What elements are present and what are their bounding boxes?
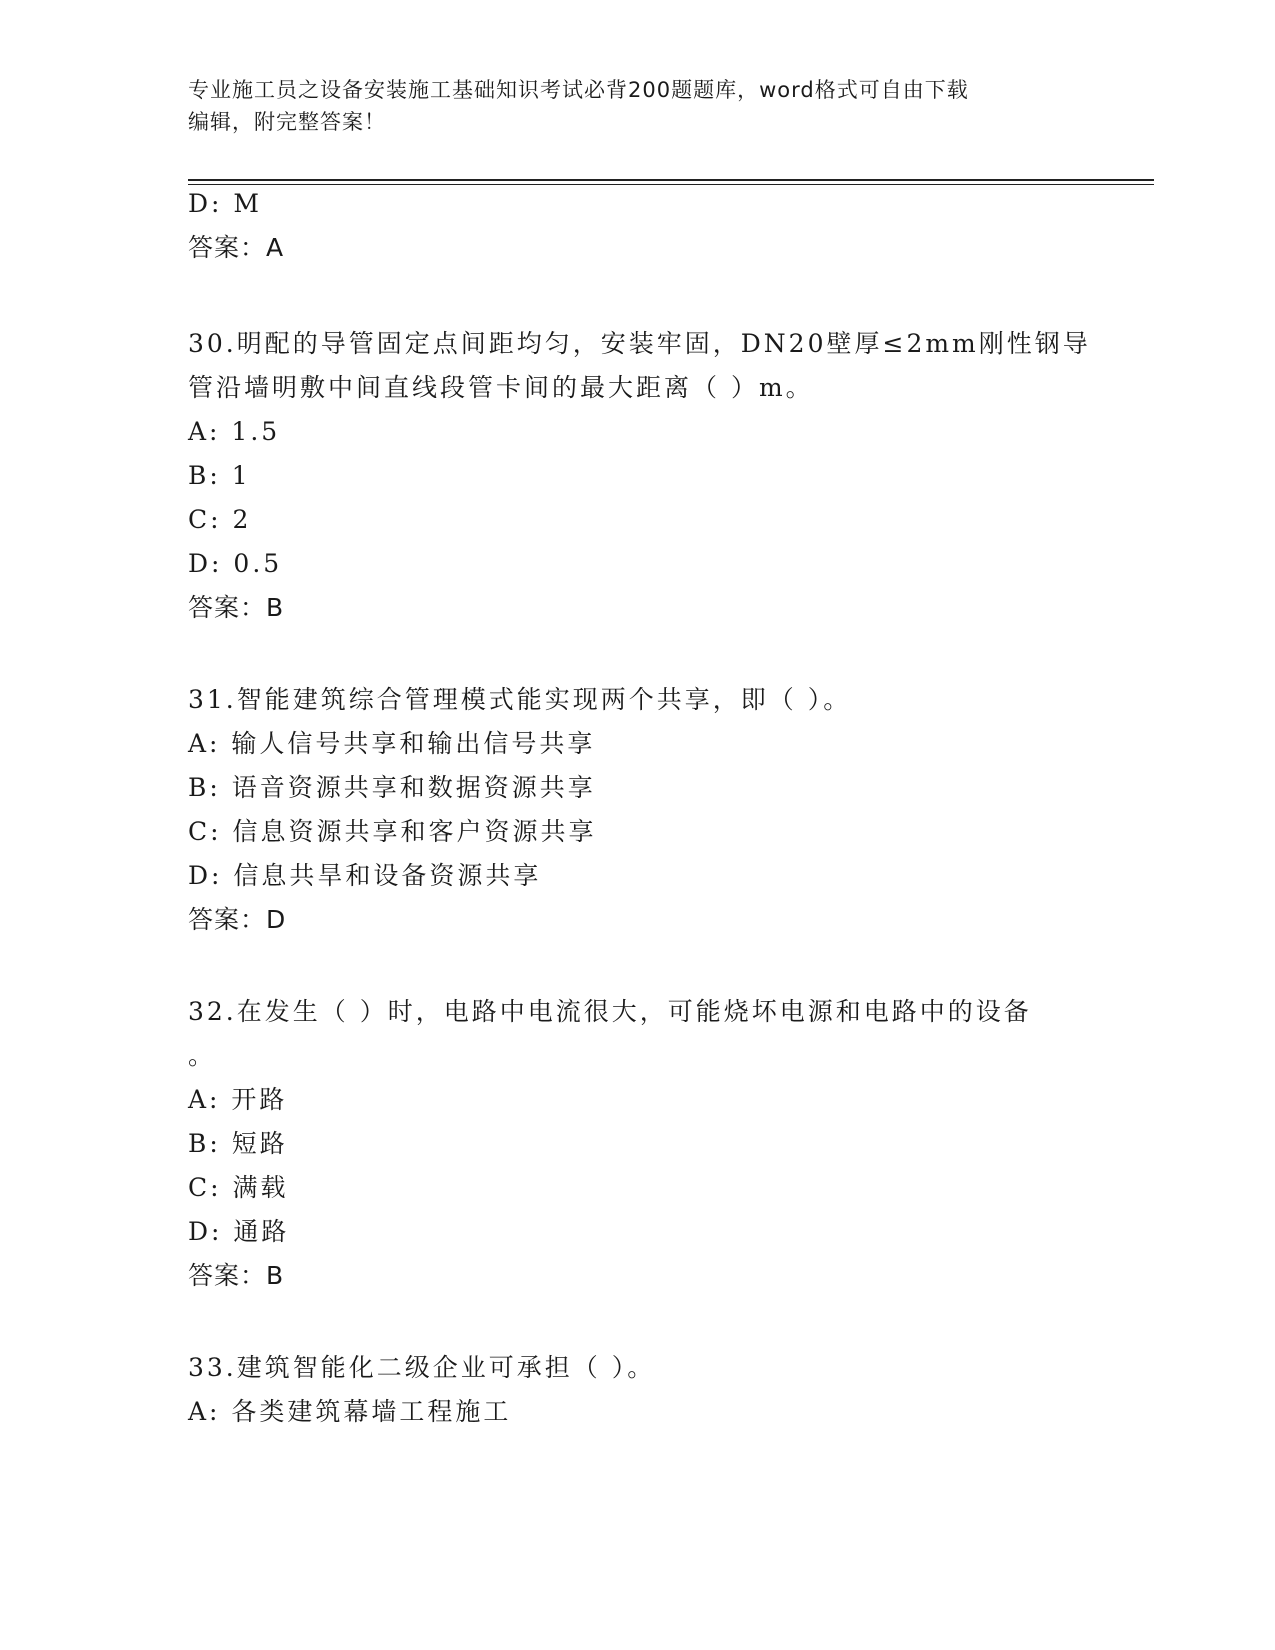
question-30-stem-line-2: 管沿墙明敷中间直线段管卡间的最大距离（ ）m。 xyxy=(188,373,814,402)
answer-line: 答案：A xyxy=(188,233,285,262)
header-divider xyxy=(188,179,1154,181)
question-31-option-b: B: 语音资源共享和数据资源共享 xyxy=(188,773,596,802)
question-32-option-a: A: 开路 xyxy=(188,1085,288,1114)
header-divider-thin xyxy=(188,184,1154,185)
question-31-option-d: D: 信息共旱和设备资源共享 xyxy=(188,861,542,890)
question-30-option-d: D: 0.5 xyxy=(188,549,283,578)
question-32-option-d: D: 通路 xyxy=(188,1217,290,1246)
question-31-option-c: C: 信息资源共享和客户资源共享 xyxy=(188,817,597,846)
question-31-stem-line-1: 31.智能建筑综合管理模式能实现两个共享，即（ ）。 xyxy=(188,685,852,714)
question-32-stem-line-2: 。 xyxy=(188,1041,217,1070)
question-32-answer: 答案：B xyxy=(188,1261,285,1290)
question-31-option-a: A: 输人信号共享和输出信号共享 xyxy=(188,729,596,758)
option-d: D: M xyxy=(188,189,263,218)
question-30-option-b: B: 1 xyxy=(188,461,251,490)
question-32-option-b: B: 短路 xyxy=(188,1129,288,1158)
question-33-option-a: A: 各类建筑幕墙工程施工 xyxy=(188,1397,512,1426)
question-33-stem-line-1: 33.建筑智能化二级企业可承担（ ）。 xyxy=(188,1353,656,1382)
header-title-line-1: 专业施工员之设备安装施工基础知识考试必背200题题库，word格式可自由下载 xyxy=(188,78,969,102)
header-title-line-2: 编辑，附完整答案！ xyxy=(188,110,386,134)
question-30-stem-line-1: 30.明配的导管固定点间距均匀，安装牢固，DN20壁厚≤2mm刚性钢导 xyxy=(188,329,1091,358)
question-30-answer: 答案：B xyxy=(188,593,285,622)
question-32-option-c: C: 满载 xyxy=(188,1173,289,1202)
question-32-stem-line-1: 32.在发生（ ）时，电路中电流很大，可能烧坏电源和电路中的设备 xyxy=(188,997,1032,1026)
question-30-option-a: A: 1.5 xyxy=(188,417,281,446)
question-30-option-c: C: 2 xyxy=(188,505,252,534)
question-31-answer: 答案：D xyxy=(188,905,287,934)
page-header xyxy=(188,74,1088,138)
